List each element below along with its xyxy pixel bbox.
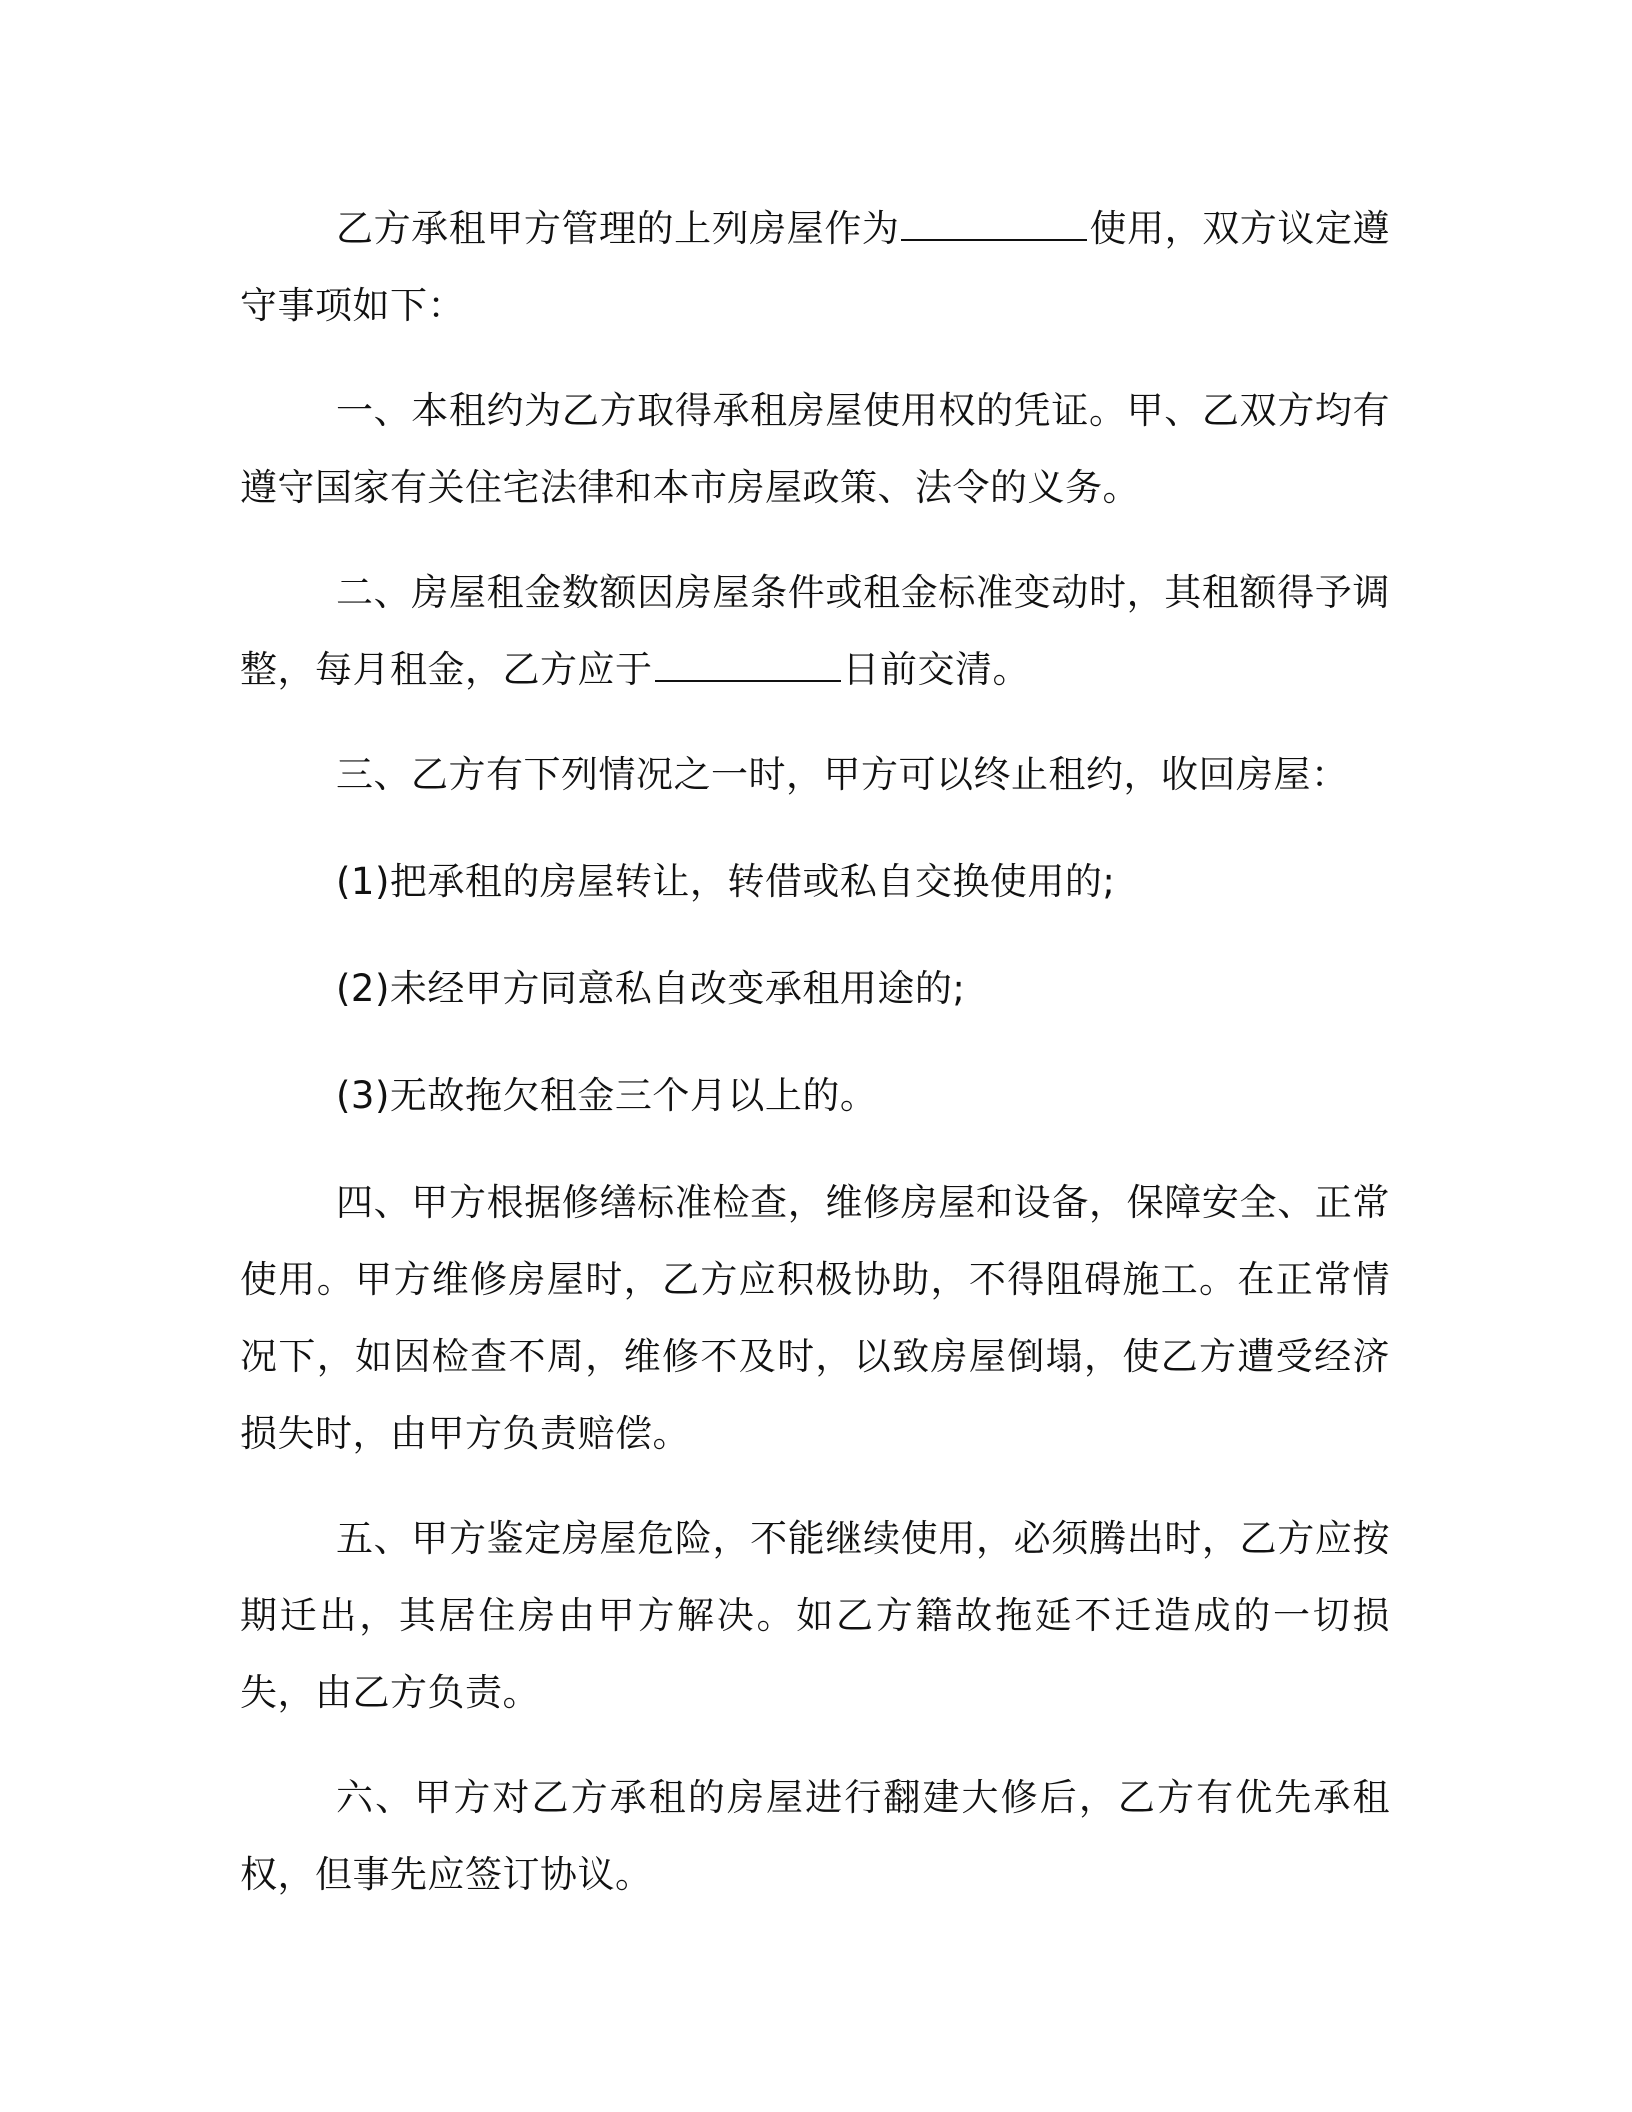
intro-text-after: 使用，双方议定遵守事项如下：: [240, 207, 1391, 327]
paragraph-intro: [240, 190, 1390, 344]
paragraph-clause-3-item-3: (3)无故拖欠租金三个月以上的。: [336, 1074, 878, 1117]
paragraph-clause-3-item-1: (1)把承租的房屋转让，转借或私自交换使用的;: [336, 860, 1116, 903]
paragraph-clause-2: [240, 554, 1390, 708]
intro-blank-field[interactable]: [901, 209, 1087, 241]
paragraph-clause-3: 三、乙方有下列情况之一时，甲方可以终止租约，收回房屋：: [336, 753, 1349, 796]
clause-2-text-after: 日前交清。: [842, 648, 1030, 691]
paragraph-clause-5: 五、甲方鉴定房屋危险，不能继续使用，必须腾出时，乙方应按期迁出，其居住房由甲方解决。如乙方籍故拖延不迁造成的一切损失，由乙方负责。: [240, 1517, 1390, 1714]
rent-due-date-blank-field[interactable]: [655, 650, 841, 682]
intro-text-before: 乙方承租甲方管理的上列房屋作为: [336, 207, 900, 250]
paragraph-clause-3-item-2: (2)未经甲方同意私自改变承租用途的;: [336, 967, 966, 1010]
document-body: [240, 190, 1390, 1941]
clause-2-text-before: 二、房屋租金数额因房屋条件或租金标准变动时，其租额得予调整，每月租金，乙方应于: [240, 571, 1390, 691]
paragraph-clause-1: 一、本租约为乙方取得承租房屋使用权的凭证。甲、乙双方均有遵守国家有关住宅法律和本市房屋政策、法令的义务。: [240, 389, 1390, 509]
paragraph-clause-4: 四、甲方根据修缮标准检查，维修房屋和设备，保障安全、正常使用。甲方维修房屋时，乙方应积极协助，不得阻碍施工。在正常情况下，如因检查不周，维修不及时，以致房屋倒塌，使乙方遭受经济损失时，由甲方负责赔偿。: [240, 1181, 1390, 1455]
paragraph-clause-6: 六、甲方对乙方承租的房屋进行翻建大修后，乙方有优先承租权，但事先应签订协议。: [240, 1776, 1390, 1896]
